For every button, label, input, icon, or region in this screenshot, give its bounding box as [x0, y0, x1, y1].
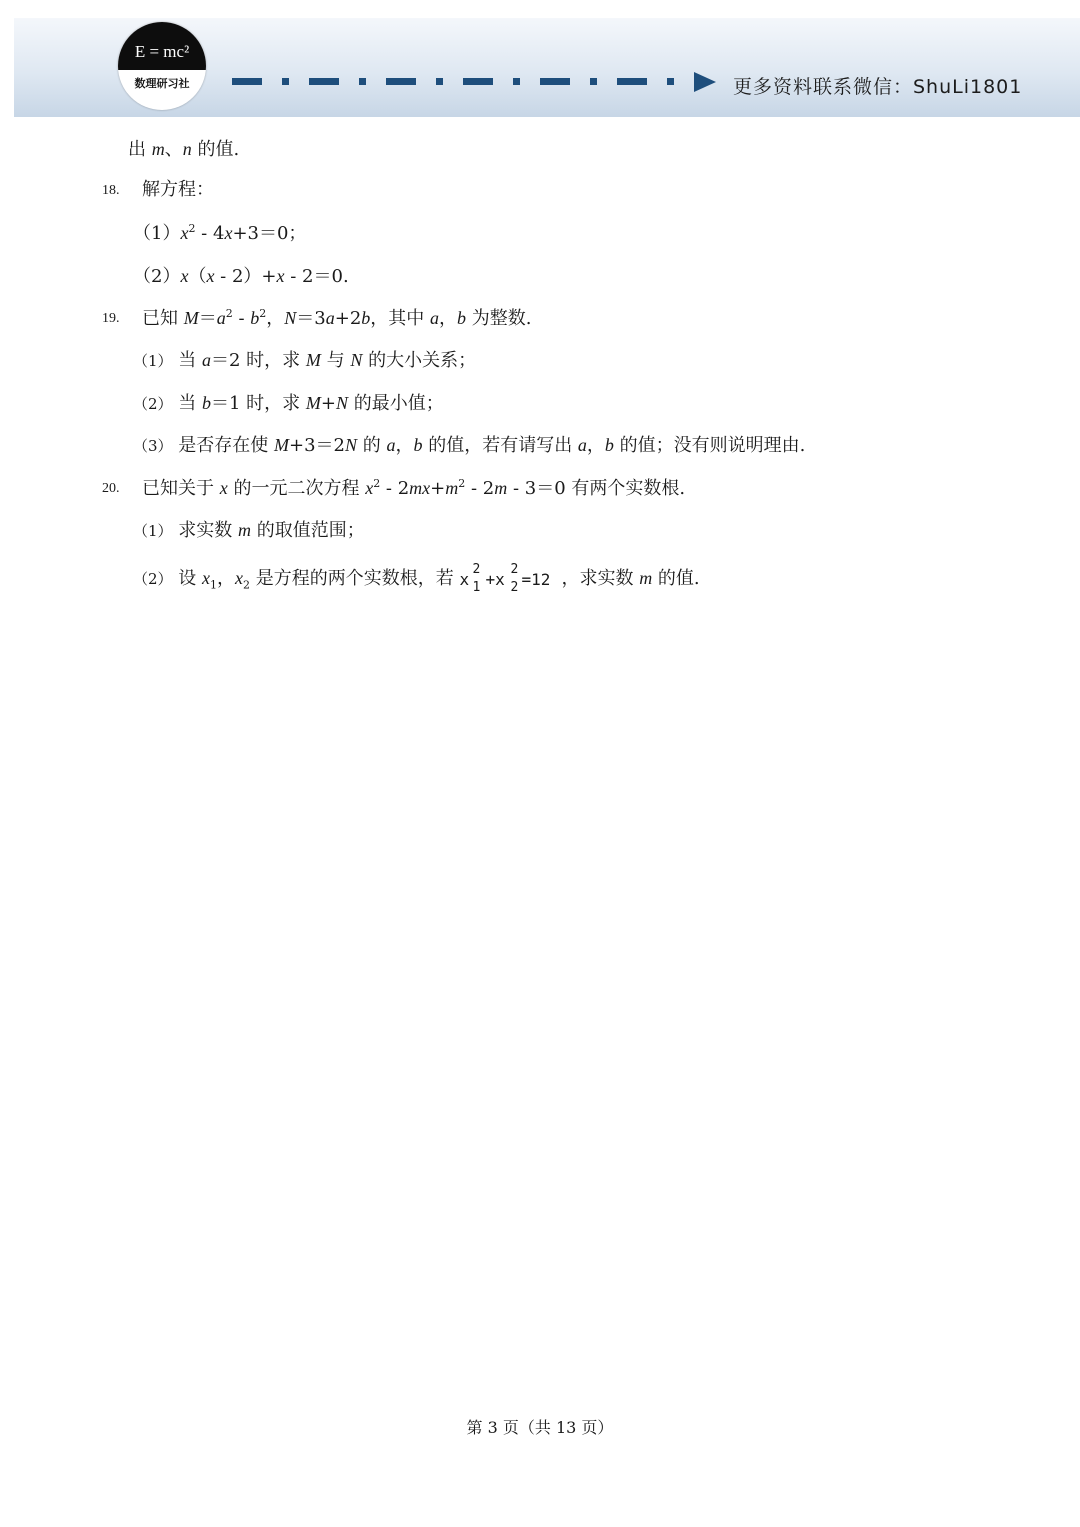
question-number-19: 19.	[102, 311, 120, 326]
equation-image: x 2 1 +x 2 2 =12	[459, 562, 551, 595]
dash-line	[232, 78, 702, 86]
wechat-contact: 更多资料联系微信：ShuLi1801	[733, 76, 1023, 98]
logo-name: 数理研习社	[134, 77, 190, 90]
question-18-part-2: （2）x（x - 2）+x - 2＝0.	[133, 266, 349, 287]
question-number-20: 20.	[102, 481, 120, 496]
question-19-stem: 已知 $M=a^2 - b^2$，N＝3a+2b，其中 a，b 为整数.	[142, 307, 532, 329]
logo	[118, 22, 206, 110]
arrow-icon	[694, 72, 716, 92]
question-19-part-3: （3） 是否存在使 M+3＝2N 的 a，b 的值，若有请写出 a，b 的值；没有则说明理由.	[133, 435, 806, 456]
question-19-part-2: （2） 当 b＝1 时，求 M+N 的最小值；	[133, 393, 444, 414]
prev-question-tail: 出 m、n 的值.	[128, 139, 240, 160]
question-20-part-2: （2） 设 $x_1$，$x_2$ 是方程的两个实数根，若 x 2 1 +x 2 2 =12 ，求实数 m 的值.	[133, 562, 700, 595]
question-20-part-1: （1） 求实数 m 的取值范围；	[133, 520, 365, 541]
logo-formula: E = mc²	[118, 22, 206, 70]
question-19-part-1: （1） 当 a＝2 时，求 M 与 N 的大小关系；	[133, 350, 477, 371]
question-20-stem: 已知关于 x 的一元二次方程 $x^2 - 2mx+m^2 - 2m - 3=0$ 有两个实数根.	[142, 477, 686, 499]
page-footer: 第 3 页（共 13 页）	[466, 1418, 614, 1437]
question-number-18: 18.	[102, 183, 120, 198]
question-18-title: 解方程：	[142, 179, 214, 200]
question-18-part-1: $(1)x^2 - 4x+3=0$；	[133, 222, 307, 244]
